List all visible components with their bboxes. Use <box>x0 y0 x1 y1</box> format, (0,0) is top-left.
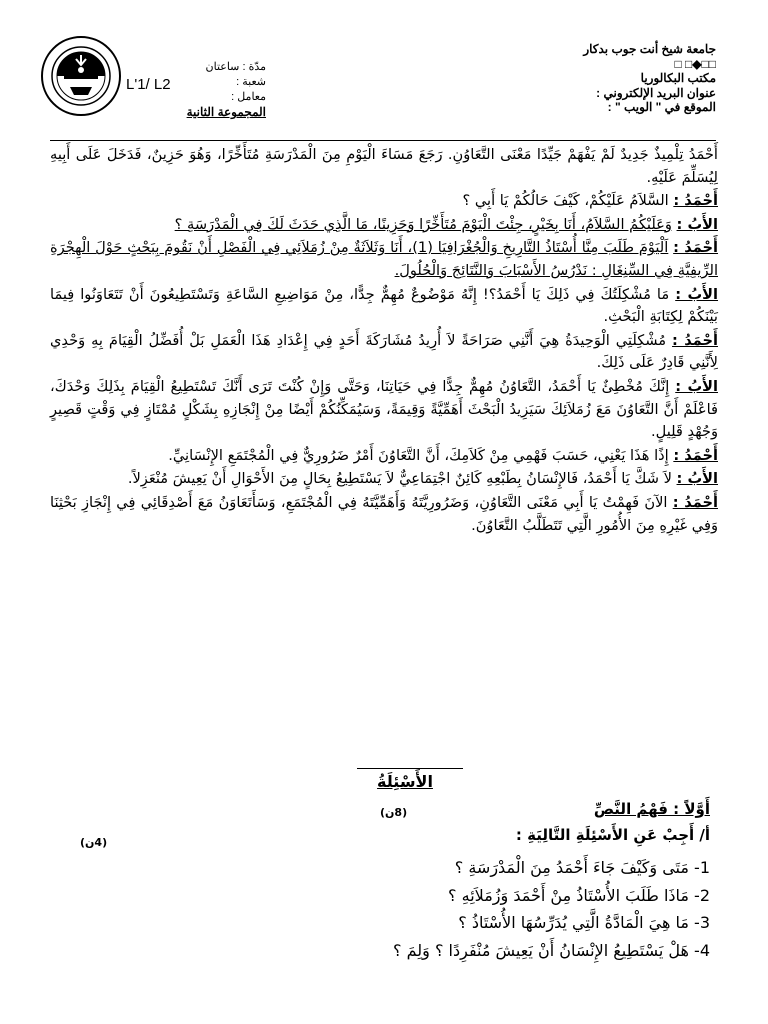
question-item: 4- هَلْ يَسْتَطِيعُ الإِنْسَانُ أَنْ يَعِيشَ مُنْفَرِدًا ؟ وَلِمَ ؟ <box>393 940 710 960</box>
instruction-points: (4ن) <box>80 836 108 849</box>
coefficient-label: معامل : <box>231 91 266 103</box>
speaker-label: الأَبُ : <box>676 470 718 488</box>
dialogue-line: الأَبُ : لاَ شَكَّ يَا أَحْمَدُ، فَالإِنْسَانُ بِطَبْعِهِ كَائِنٌ اجْتِمَاعِيٌّ لاَ يَسْتَطِيعُ بِحَالٍ مِنَ الأَحْوَالِ أَنْ يَعِيشَ مُنْعَزِلاً. <box>127 470 718 488</box>
questions-list <box>110 854 710 964</box>
university-name: جامعة شيخ أنت جوب بدكار <box>583 42 716 56</box>
university-seal-logo <box>40 35 122 117</box>
dialogue-line: أَحْمَدُ : اَلْيَوْمَ طَلَبَ مِنَّا أُسْتَاذُ التَّارِيخِ وَالْجُغْرَافِيَا (1)، أَنَا وَثَلاَثَةٌ مِنْ زُمَلاَئِي فِي الْفَصْلِ أَنْ نَقُومَ بِبَحْثٍ حَوْلَ الْهِجْرَةِ الرِّيفِيَّةِ فِي السِّنِغَالِ : نَدْرُسُ الأَسْبَابَ وَالنَّتَائِجَ وَالْحُلُولَ. <box>50 239 719 279</box>
dialogue-line: أَحْمَدُ : إِذًا هَذَا يَعْنِي، حَسَبَ فَهْمِي مِنْ كَلاَمِكَ، أَنَّ التَّعَاوُنَ أَمْرٌ ضَرُورِيٌّ فِي الْمُجْتَمَعِ الإِنْسَانِيِّ. <box>168 446 718 464</box>
questions-instruction: أ/ أَجِبْ عَنِ الأَسْئِلَةِ التَّالِيَةِ : <box>515 826 710 844</box>
university-header <box>476 42 716 115</box>
email-label: عنوان البريد الإلكتروني : <box>596 85 716 100</box>
dialogue-line: أَحْمَدُ : الآنَ فَهِمْتُ يَا أَبِي مَعْنَى التَّعَاوُنِ، وَضَرُورِيَّتَهُ وَأَهَمِّيَّتَهُ فِي الْمُجْتَمَعِ، وَسَأَتَعَاوَنُ مَعَ أَصْدِقَائِي فِي إِنْجَازِ بَحْثِنَا وَفِي غَيْرِهِ مِنَ الأُمُورِ الَّتِي تَتَطَلَّبُ التَّعَاوُنَ. <box>50 493 718 534</box>
header-divider <box>50 140 716 141</box>
questions-title-rule <box>357 768 463 769</box>
dialogue-line: الأَبُ : وَعَلَيْكُمُ السَّلاَمُ، أَنَا بِخَيْرٍ، جِئْتَ الْيَوْمَ مُتَأَخِّرًا وَحَزِينًا، مَا الَّذِي حَدَثَ لَكَ فِي الْمَدْرَسَةِ ؟ <box>174 215 718 233</box>
speaker-label: أَحْمَدُ : <box>673 192 718 210</box>
duration-label: مدّة : ساعتان <box>205 61 266 73</box>
header-symbols: □□◆□ □ <box>674 56 716 71</box>
reading-passage <box>50 144 718 538</box>
questions-title: الأَسْئِلَةُ <box>377 772 433 791</box>
speaker-label: أَحْمَدُ : <box>673 239 719 257</box>
branch-label: شعبة : <box>236 76 266 88</box>
group-label: المجموعة الثانية <box>186 105 266 119</box>
section-heading: أَوَّلاً : فَهْمُ النَّصِّ <box>593 800 710 818</box>
speaker-label: أَحْمَدُ : <box>672 331 718 349</box>
site-label: الموقع في " الويب " : <box>607 100 716 114</box>
office-name: مكتب البكالوريا <box>640 71 716 85</box>
exam-meta <box>176 60 266 120</box>
question-item: 3- مَا هِيَ الْمَادَّةُ الَّتِي يُدَرِّسُهَا الأُسْتَاذُ ؟ <box>458 913 710 932</box>
speaker-label: الأَبُ : <box>675 285 719 303</box>
section-points: (8ن) <box>380 806 408 819</box>
question-item: 1- مَتَى وَكَيْفَ جَاءَ أَحْمَدُ مِنَ الْمَدْرَسَةِ ؟ <box>454 858 710 877</box>
speaker-label: أَحْمَدُ : <box>673 446 718 464</box>
passage-intro: أَحْمَدُ تِلْمِيذٌ جَدِيدٌ لَمْ يَفْهَمْ جَيِّدًا مَعْنَى التَّعَاوُنِ. رَجَعَ مَسَاءَ الْيَوْمِ مِنَ الْمَدْرَسَةِ مُتَأَخِّرًا، وَهُوَ حَزِينٌ، فَدَخَلَ عَلَى أَبِيهِ لِيُسَلِّمَ عَلَيْهِ. <box>50 146 718 186</box>
dialogue-line: أَحْمَدُ : السَّلاَمُ عَلَيْكُمْ، كَيْفَ حَالُكُمْ يَا أَبِي ؟ <box>462 192 718 210</box>
dialogue-line: الأَبُ : مَا مُشْكِلَتُكَ فِي ذَلِكَ يَا أَحْمَدُ؟! إِنَّهُ مَوْضُوعٌ مُهِمٌّ جِدًّا، مِنْ مَوَاضِيعِ السَّاعَةِ وَتَسْتَطِيعُونَ أَنْ تَتَعَاوَنُوا فِيمَا بَيْنَكُمْ لِكِتَابَةِ الْبَحْثِ. <box>50 285 719 326</box>
speaker-label: الأَبُ : <box>676 215 718 233</box>
dialogue-line: أَحْمَدُ : مُشْكِلَتِي الْوَحِيدَةُ هِيَ أَنَّنِي صَرَاحَةً لاَ أُرِيدُ مُشَارَكَةَ أَحَدٍ فِي إِعْدَادِ هَذَا الْعَمَلِ بَلْ أُفَضِّلُ الْقِيَامَ بِهِ وَحْدِي لِأَنَّنِي قَادِرٌ عَلَى ذَلِكَ. <box>50 331 718 372</box>
question-item: 2- مَاذَا طَلَبَ الأُسْتَاذُ مِنْ أَحْمَدَ وَزُمَلاَئِهِ ؟ <box>448 885 710 905</box>
speaker-label: أَحْمَدُ : <box>672 493 718 511</box>
dialogue-line: الأَبُ : إِنَّكَ مُخْطِئٌ يَا أَحْمَدُ، التَّعَاوُنُ مُهِمٌّ جِدًّا فِي حَيَاتِنَا، وَحَتَّى وَإِنْ كُنْتَ تَرَى أَنَّكَ تَسْتَطِيعُ الْقِيَامَ بِذَلِكَ وَحْدَكَ، فَاعْلَمْ أَنَّ التَّعَاوُنَ مَعَ زُمَلاَئِكَ سَيَزِيدُ الْبَحْثَ أَهَمِّيَّةً وَقِيمَةً، وَسَيُمَكِّنُكُمْ أَيْضًا مِنْ إِنْجَازِهِ بِشَكْلٍ مُمْتَازٍ فِي وَقْتٍ قَصِيرٍ وَجُهْدٍ قَلِيلٍ. <box>50 377 718 441</box>
level-label: L'1/ L2 <box>126 76 171 93</box>
speaker-label: الأَبُ : <box>675 377 718 395</box>
